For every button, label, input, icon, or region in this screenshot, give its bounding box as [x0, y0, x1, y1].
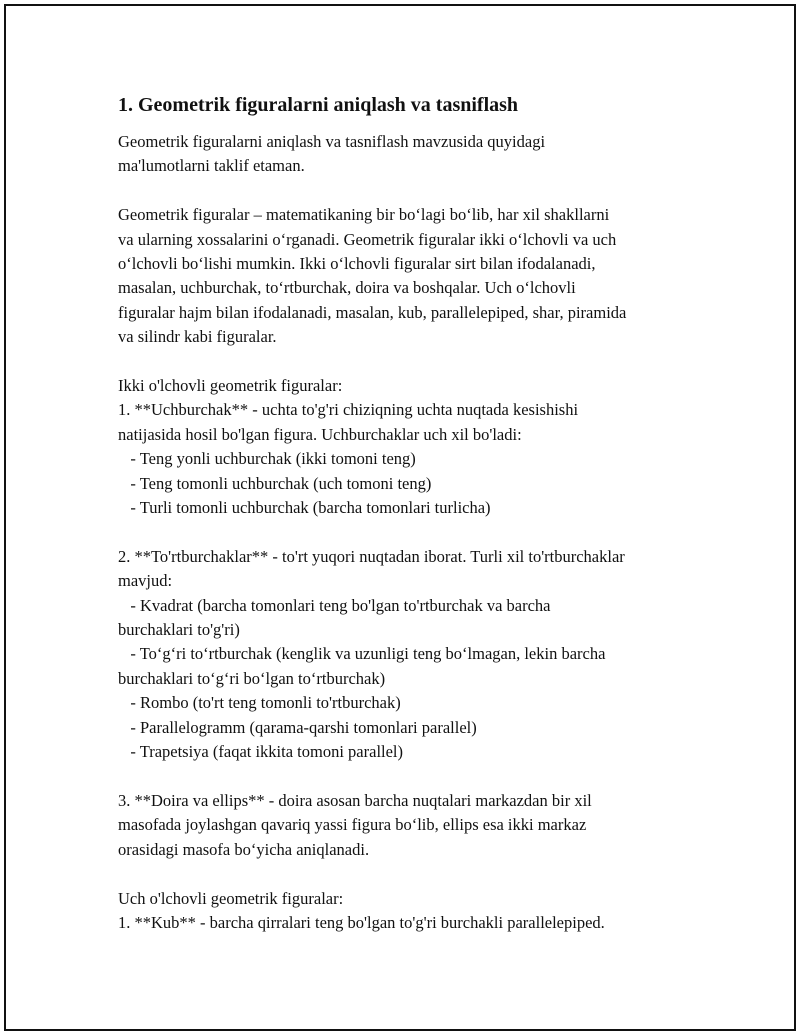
- text-line: Ikki o'lchovli geometrik figuralar:: [118, 376, 343, 396]
- two-dimensional-triangles-paragraph: [118, 374, 718, 520]
- text-line: Geometrik figuralarni aniqlash va tasniflash mavzusida quyidagi: [118, 132, 546, 151]
- document-body: [118, 92, 718, 935]
- text-line: mavjud:: [118, 571, 173, 591]
- text-line: masalan, uchburchak, toʻrtburchak, doira va boshqalar. Uch oʻlchovli: [118, 278, 576, 298]
- list-item: - Turli tomonli uchburchak (barcha tomonlari turlicha): [118, 498, 491, 518]
- text-line: figuralar hajm bilan ifodalanadi, masalan, kub, parallelepiped, shar, piramida: [118, 302, 627, 322]
- text-line: va ularning xossalarini oʻrganadi. Geometrik figuralar ikki oʻlchovli va uch: [118, 229, 617, 249]
- text-line: natijasida hosil bo'lgan figura. Uchburchaklar uch xil bo'ladi:: [118, 424, 522, 444]
- intro-paragraph: [118, 130, 718, 179]
- section-heading: 1. Geometrik figuralarni aniqlash va tasniflash: [118, 94, 519, 116]
- text-line: ma'lumotlarni taklif etaman.: [118, 156, 305, 176]
- text-line: 1. **Kub** - barcha qirralari teng bo'lgan to'g'ri burchakli parallelepiped.: [118, 912, 605, 932]
- text-line: masofada joylashgan qavariq yassi figura boʻlib, ellips esa ikki markaz: [118, 815, 587, 835]
- text-line: burchaklari toʻgʻri boʻlgan toʻrtburchak): [118, 668, 386, 688]
- three-dimensional-paragraph: [118, 887, 718, 936]
- list-item: - Kvadrat (barcha tomonlari teng bo'lgan to'rtburchak va barcha: [118, 595, 551, 615]
- text-line: Geometrik figuralar – matematikaning bir boʻlagi boʻlib, har xil shakllarni: [118, 205, 610, 225]
- quadrilaterals-paragraph: [118, 545, 718, 765]
- list-item: - Rombo (to'rt teng tomonli to'rtburchak): [118, 693, 401, 713]
- list-item: - Parallelogramm (qarama-qarshi tomonlari parallel): [118, 717, 477, 737]
- list-item: - Teng tomonli uchburchak (uch tomoni teng): [118, 473, 432, 493]
- circle-ellipse-paragraph: [118, 789, 718, 862]
- text-line: 2. **To'rtburchaklar** - to'rt yuqori nuqtadan iborat. Turli xil to'rtburchaklar: [118, 546, 625, 566]
- definition-paragraph: [118, 203, 718, 349]
- text-line: Uch o'lchovli geometrik figuralar:: [118, 888, 344, 908]
- text-line: va silindr kabi figuralar.: [118, 327, 277, 347]
- text-line: 3. **Doira va ellips** - doira asosan barcha nuqtalari markazdan bir xil: [118, 790, 592, 810]
- list-item: - Teng yonli uchburchak (ikki tomoni teng): [118, 449, 416, 469]
- text-line: oʻlchovli boʻlishi mumkin. Ikki oʻlchovli figuralar sirt bilan ifodalanadi,: [118, 254, 596, 274]
- list-item: - Toʻgʻri toʻrtburchak (kenglik va uzunligi teng boʻlmagan, lekin barcha: [118, 644, 606, 664]
- list-item: - Trapetsiya (faqat ikkita tomoni parallel): [118, 742, 404, 762]
- text-line: orasidagi masofa boʻyicha aniqlanadi.: [118, 839, 370, 859]
- text-line: burchaklari to'g'ri): [118, 620, 240, 640]
- text-line: 1. **Uchburchak** - uchta to'g'ri chiziqning uchta nuqtada kesishishi: [118, 400, 579, 420]
